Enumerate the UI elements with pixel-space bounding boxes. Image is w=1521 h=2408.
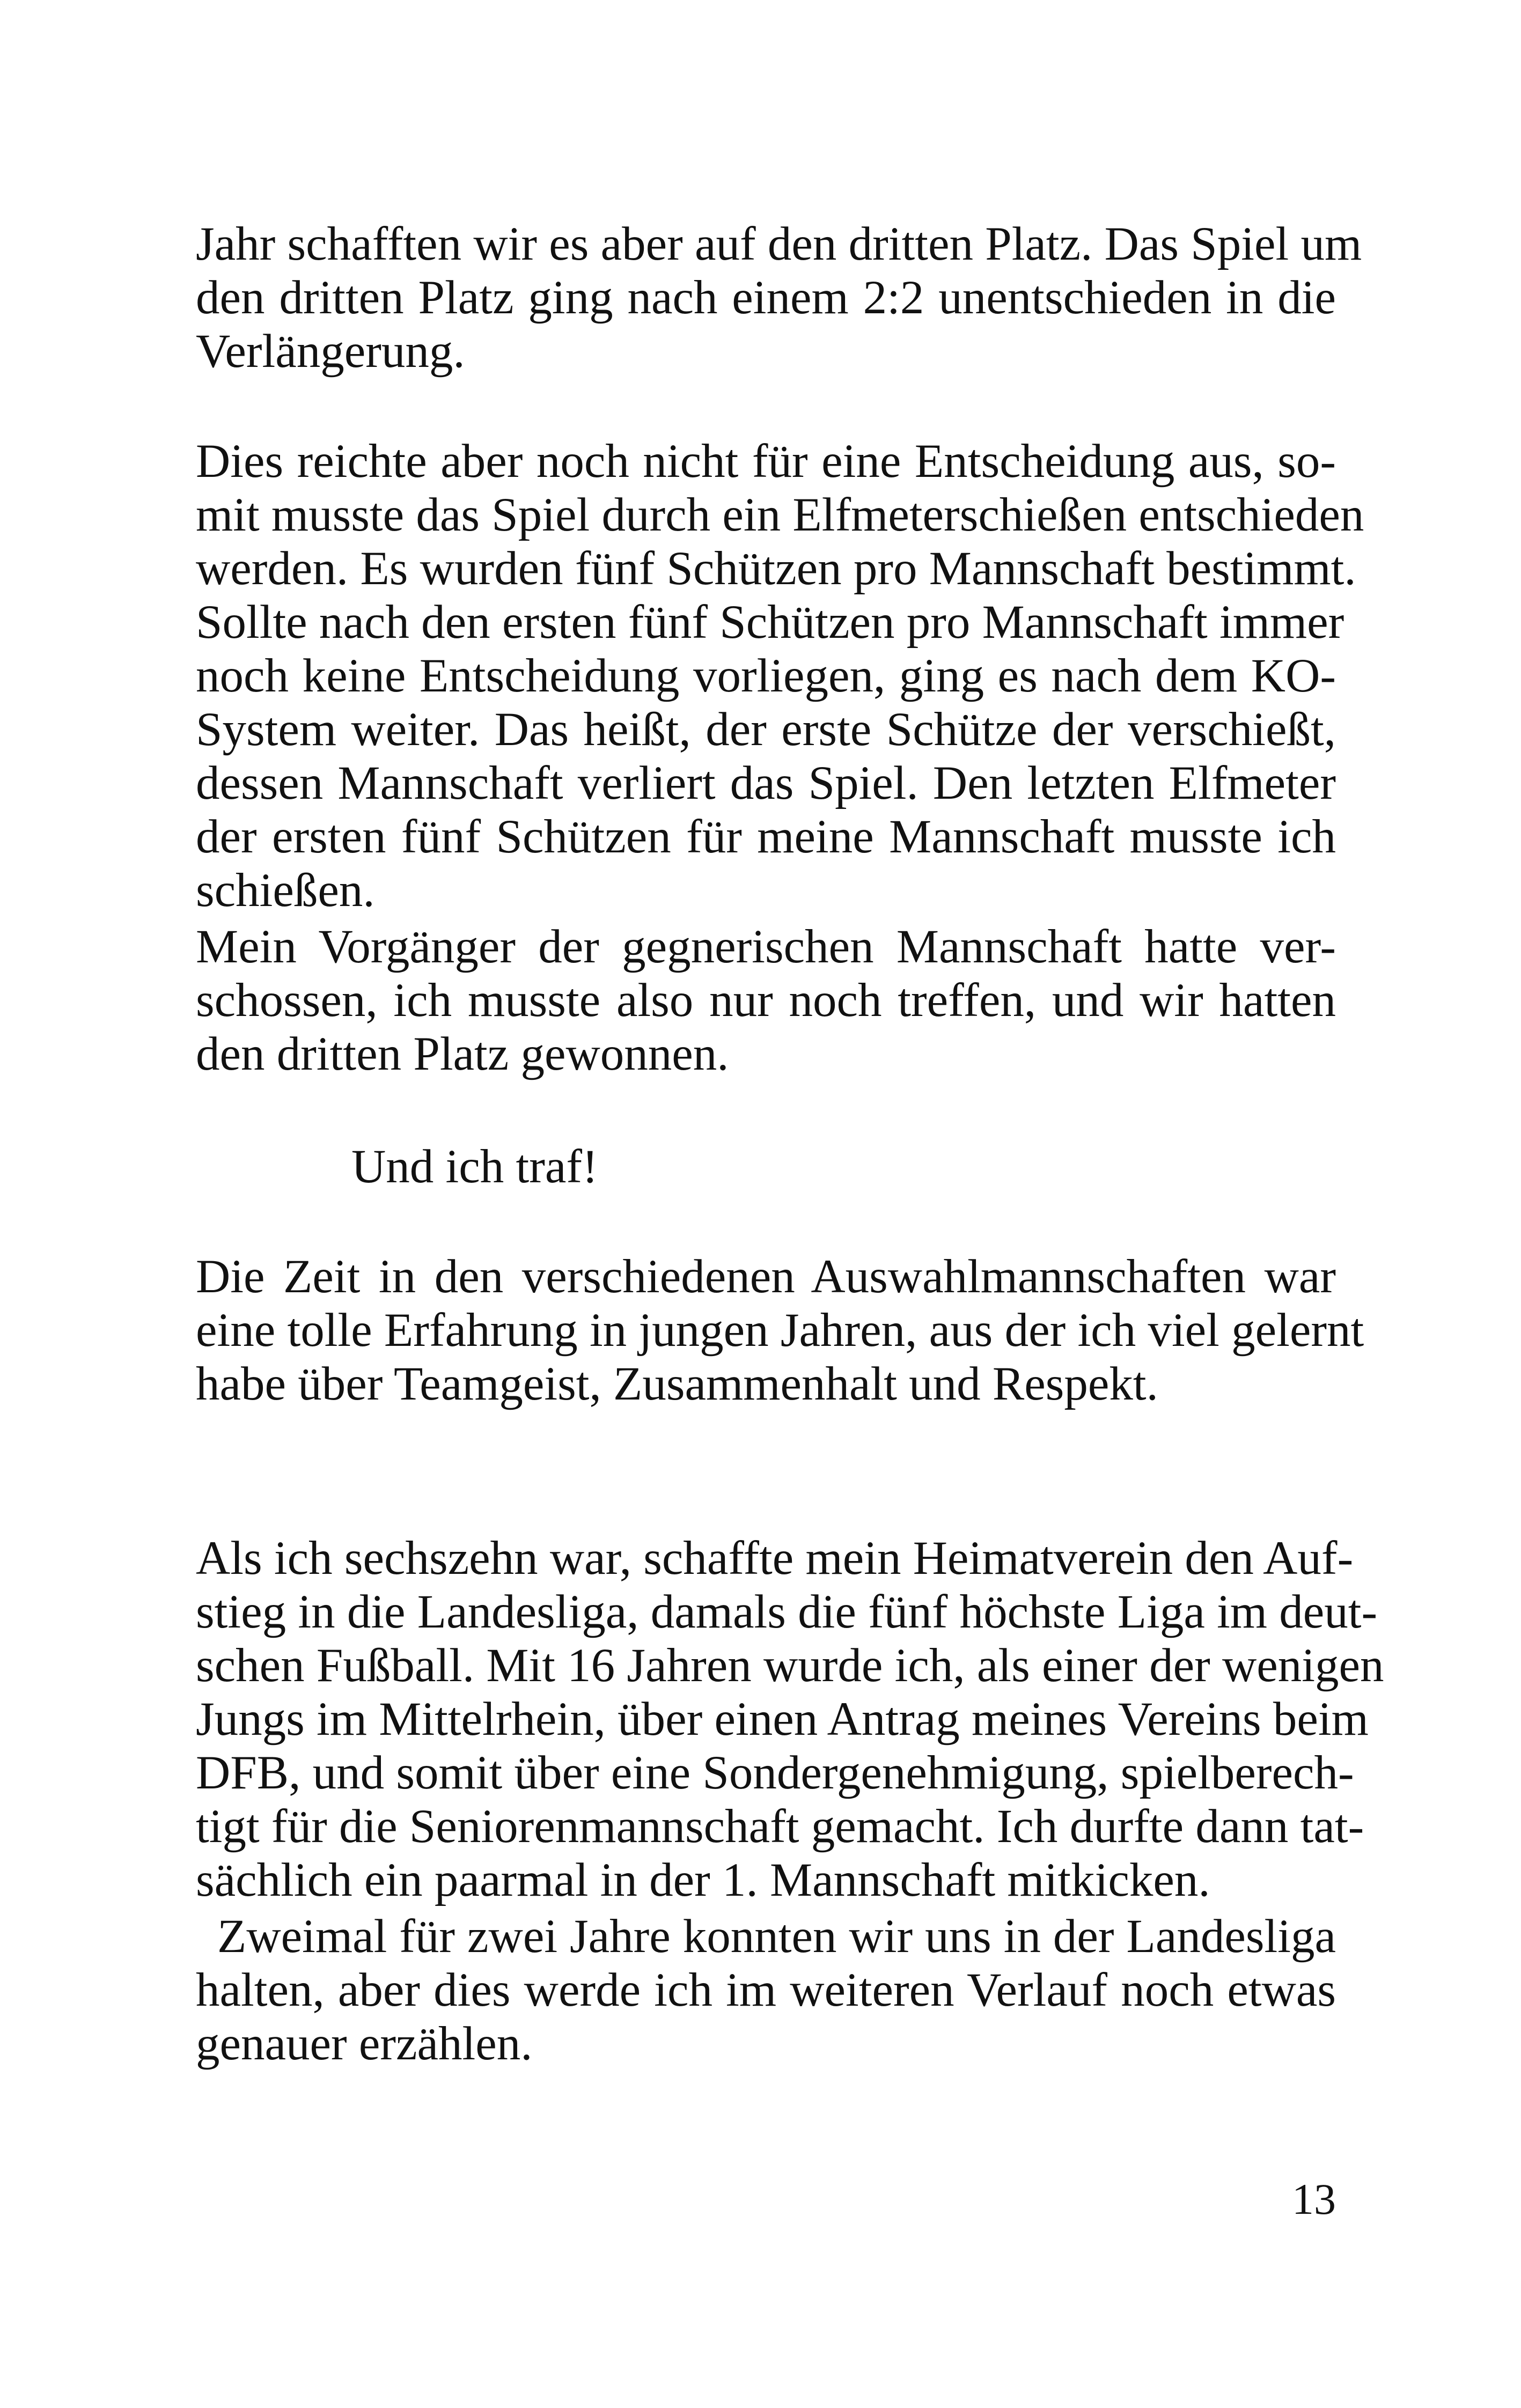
text-line: den dritten Platz ging nach einem 2:2 unentschieden in die [196, 271, 1336, 324]
text-line: halten, aber dies werde ich im weiteren Verlauf noch etwas [196, 1964, 1336, 2016]
text-line: schießen. [196, 864, 375, 917]
text-line: werden. Es wurden fünf Schützen pro Mannschaft bestimmt. [196, 542, 1356, 595]
text-line: der ersten fünf Schützen für meine Mannschaft musste ich [196, 811, 1336, 863]
text-line: dessen Mannschaft verliert das Spiel. Den letzten Elfmeter [196, 757, 1336, 809]
text-line: Sollte nach den ersten fünf Schützen pro Mannschaft immer [196, 596, 1344, 649]
text-line: Die Zeit in den verschiedenen Auswahlmannschaften war [196, 1250, 1336, 1303]
text-line: Dies reichte aber noch nicht für eine Entscheidung aus, so- [196, 435, 1336, 488]
text-line: den dritten Platz gewonnen. [196, 1028, 729, 1080]
text-line: Mein Vorgänger der gegnerischen Mannschaft hatte ver- [196, 921, 1336, 973]
text-line: Jahr schafften wir es aber auf den dritten Platz. Das Spiel um [196, 218, 1362, 270]
text-line: mit musste das Spiel durch ein Elfmeterschießen entschieden [196, 489, 1364, 541]
page-number: 13 [1292, 2175, 1336, 2223]
text-line: noch keine Entscheidung vorliegen, ging es nach dem KO- [196, 650, 1336, 702]
text-line: Verlängerung. [196, 325, 465, 378]
text-line: DFB, und somit über eine Sondergenehmigung, spielberech- [196, 1747, 1354, 1799]
text-line: schossen, ich musste also nur noch treffen, und wir hatten [196, 974, 1336, 1027]
text-line: tigt für die Seniorenmannschaft gemacht. Ich durfte dann tat- [196, 1800, 1364, 1853]
emphasis-line: Und ich traf! [351, 1140, 598, 1193]
text-line: genauer erzählen. [196, 2017, 533, 2070]
text-line: stieg in die Landesliga, damals die fünf höchste Liga im deut- [196, 1586, 1378, 1638]
text-line: Zweimal für zwei Jahre konnten wir uns in der Landesliga [217, 1910, 1336, 1963]
text-line: eine tolle Erfahrung in jungen Jahren, aus der ich viel gelernt [196, 1304, 1364, 1357]
text-line: habe über Teamgeist, Zusammenhalt und Respekt. [196, 1358, 1158, 1410]
text-line: schen Fußball. Mit 16 Jahren wurde ich, als einer der wenigen [196, 1639, 1384, 1692]
text-line: sächlich ein paarmal in der 1. Mannschaft mitkicken. [196, 1854, 1210, 1906]
text-line: System weiter. Das heißt, der erste Schütze der verschießt, [196, 703, 1336, 756]
text-line: Jungs im Mittelrhein, über einen Antrag meines Vereins beim [196, 1693, 1369, 1746]
text-line: Als ich sechszehn war, schaffte mein Heimatverein den Auf- [196, 1532, 1354, 1585]
